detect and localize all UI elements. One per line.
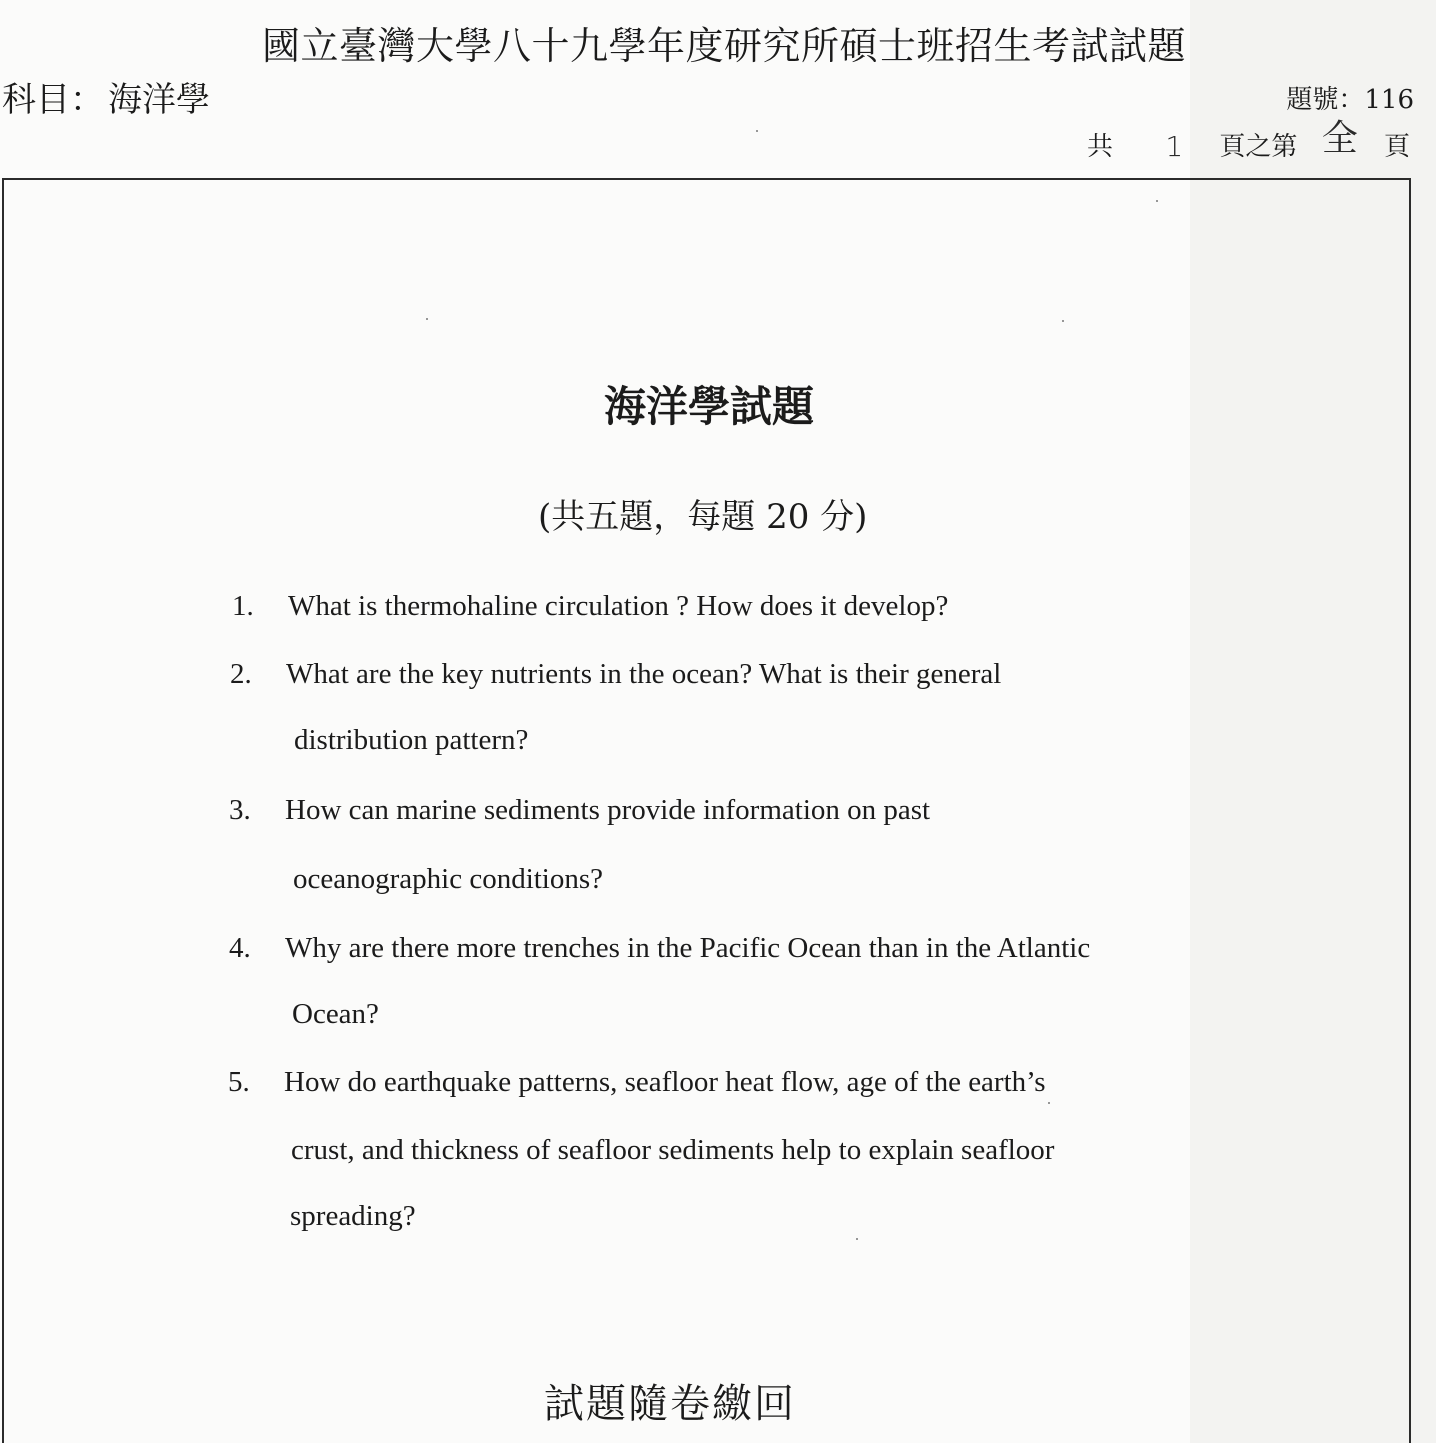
question-number-3: 3. xyxy=(229,794,251,826)
question-number-5: 5. xyxy=(228,1066,250,1098)
page-total-prefix: 共 xyxy=(1087,132,1114,162)
scan-speck xyxy=(756,130,758,132)
points-note: (共五題，每題 20 分) xyxy=(538,497,868,537)
scan-speck xyxy=(426,318,428,320)
question-3 xyxy=(229,792,930,828)
question-3-line-2: oceanographic conditions? xyxy=(293,863,604,895)
subject-line xyxy=(2,78,210,122)
page-current-value: 全 xyxy=(1321,118,1358,159)
question-2 xyxy=(230,656,1001,692)
question-number-4: 4. xyxy=(229,932,251,964)
question-number: 題號：116 xyxy=(1286,85,1414,115)
question-2-line-1: What are the key nutrients in the ocean? What is their general xyxy=(286,658,1002,690)
question-4 xyxy=(229,930,1090,966)
subject-label: 科目： xyxy=(2,80,104,120)
question-5 xyxy=(228,1064,1046,1100)
question-number-1: 1. xyxy=(232,590,254,622)
page-total-value: 1 xyxy=(1165,130,1184,163)
subject-value: 海洋學 xyxy=(108,80,210,120)
page-mid-label: 頁之第 xyxy=(1219,132,1298,162)
question-5-line-3: spreading? xyxy=(290,1200,416,1232)
question-1-line-1: What is thermohaline circulation ? How does it develop? xyxy=(288,590,949,622)
page-suffix: 頁 xyxy=(1383,132,1410,162)
question-1 xyxy=(232,588,948,624)
page-count xyxy=(1087,118,1410,172)
return-question-sheet-note: 試題隨卷繳回 xyxy=(544,1381,796,1427)
question-number-2: 2. xyxy=(230,658,252,690)
exam-title: 國立臺灣大學八十九學年度研究所碩士班招生考試試題 xyxy=(262,24,1187,68)
scan-speck xyxy=(1156,200,1158,202)
question-5-line-2: crust, and thickness of seafloor sediments help to explain seafloor xyxy=(291,1134,1055,1166)
scan-speck xyxy=(1048,1102,1050,1104)
exam-heading: 海洋學試題 xyxy=(604,382,815,431)
question-4-line-1: Why are there more trenches in the Pacific Ocean than in the Atlantic xyxy=(285,932,1091,964)
question-3-line-1: How can marine sediments provide information on past xyxy=(285,794,931,826)
scan-speck xyxy=(856,1238,858,1240)
scan-speck xyxy=(1062,320,1064,322)
question-2-line-2: distribution pattern? xyxy=(294,724,529,756)
question-5-line-1: How do earthquake patterns, seafloor heat flow, age of the earth’s xyxy=(284,1066,1046,1098)
question-4-line-2: Ocean? xyxy=(292,998,379,1030)
